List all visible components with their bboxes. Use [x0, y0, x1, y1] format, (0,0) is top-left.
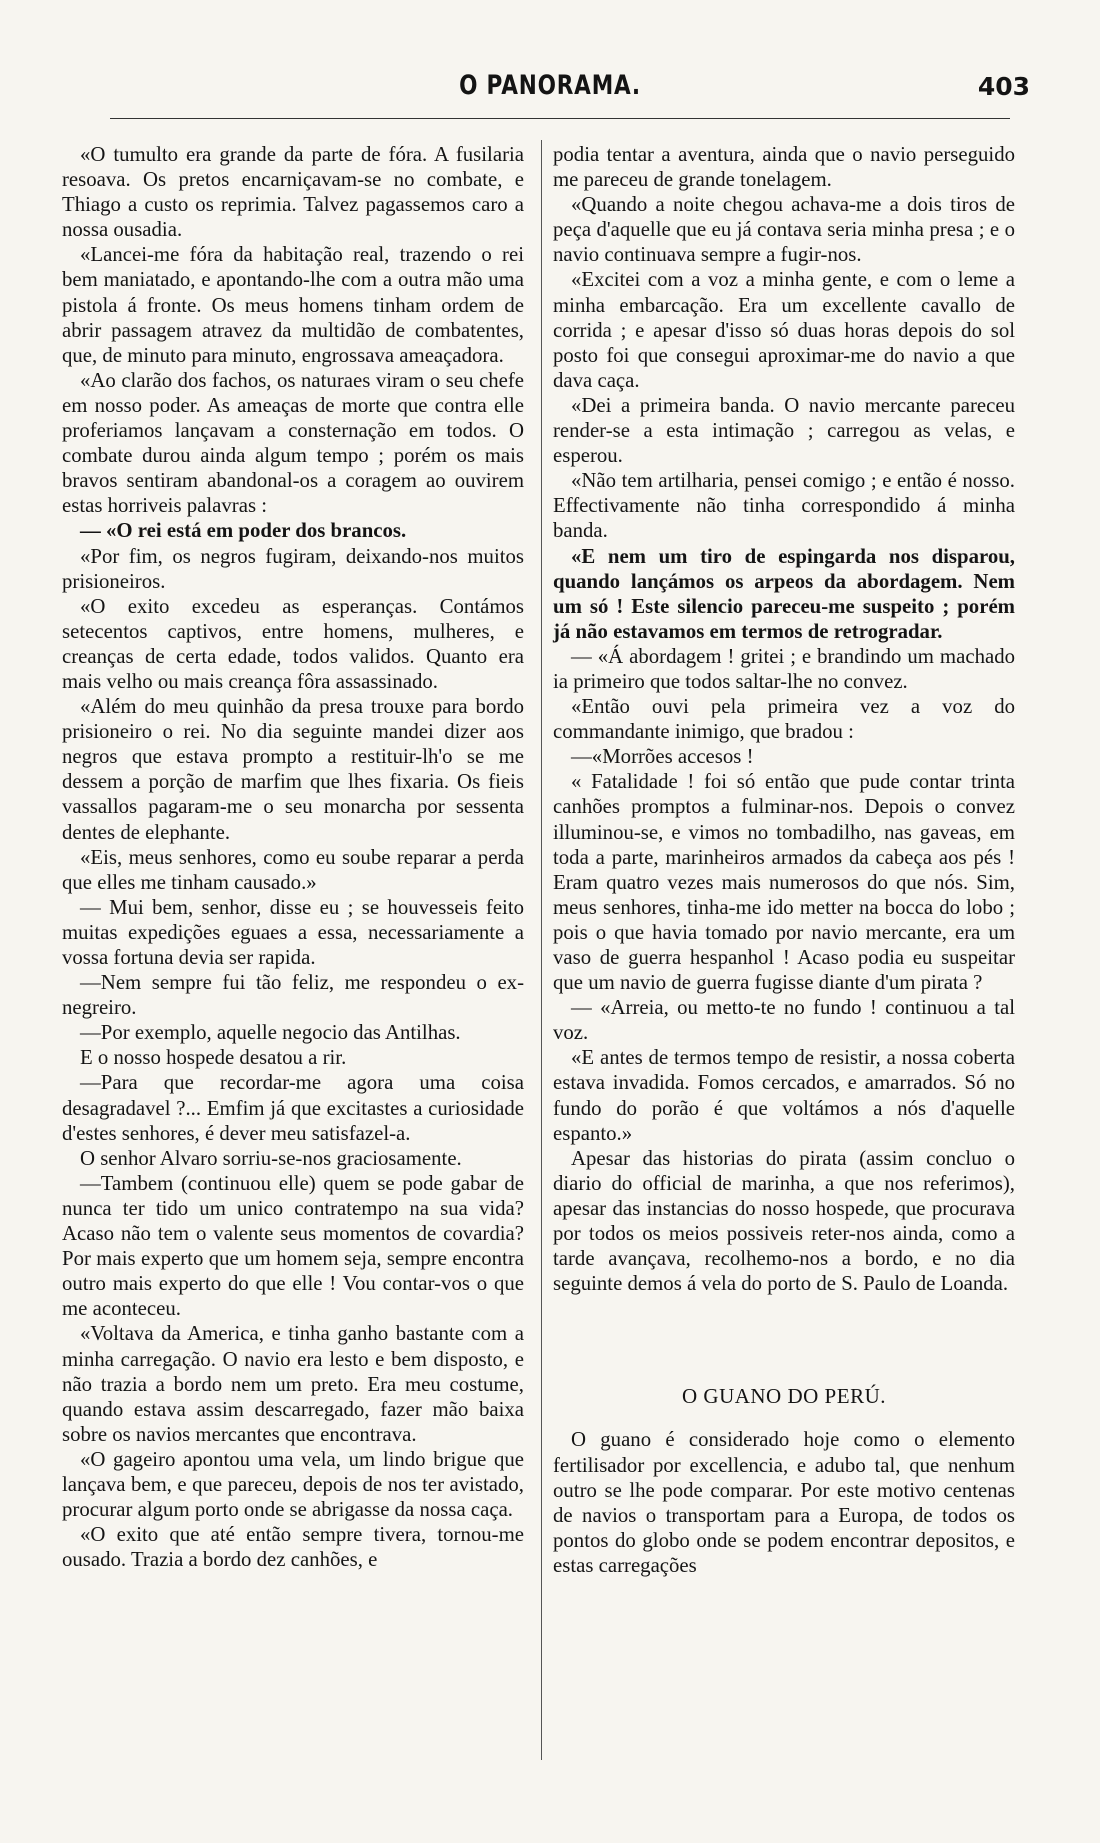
paragraph: «Voltava da America, e tinha ganho bastante com a minha carregação. O navio era lesto e bem disposto, e não trazia a bordo nem um preto. Era meu costume, quando estava assim descarregado, fazer mão baixa sobre os navios mercantes que encontrava.	[62, 1322, 524, 1446]
paragraph: —Para que recordar-me agora uma coisa desagradavel ?... Emfim já que excitastes a curiosidade d'estes senhores, é dever meu satisfazel-a.	[62, 1071, 524, 1145]
header-rule	[110, 118, 1010, 119]
paragraph: «Não tem artilharia, pensei comigo ; e então é nosso. Effectivamente não tinha correspondido á minha banda.	[553, 469, 1015, 543]
paragraph: —Tambem (continuou elle) quem se pode gabar de nunca ter tido um unico contratempo na sua vida? Acaso não tem o valente seus momentos de covardia? Por mais experto que um homem seja, sempre encontra outro mais experto do que elle ! Vou contar-vos o que me aconteceu.	[62, 1171, 524, 1321]
paragraph: « Fatalidade ! foi só então que pude contar trinta canhões promptos a fulminar-nos. Depois o convez illuminou-se, e vimos no tombadilho, nas gaveas, em toda a parte, marinheiros armados da cabeça aos pés ! Eram quatro vezes mais numerosos do que nós. Sim, meus senhores, tinha-me ido metter na bocca do lobo ; pois o que havia tomado por navio mercante, era um vaso de guerra hespanhol ! Acaso podia eu suspeitar que um navio de guerra fugisse diante d'um pirata ?	[553, 770, 1015, 995]
paragraph: «O exito excedeu as esperanças. Contámos setecentos captivos, entre homens, mulheres, e creanças de certa edade, todos validos. Quanto era mais velho ou mais creança fôra assassinado.	[62, 594, 524, 693]
paragraph: podia tentar a aventura, ainda que o navio perseguido me pareceu de grande tonelagem.	[553, 143, 1015, 192]
section-title: O GUANO DO PERÚ.	[681, 1384, 886, 1409]
paragraph: O senhor Alvaro sorriu-se-nos graciosamente.	[80, 1146, 462, 1170]
paragraph: —«Morrões accesos !	[571, 745, 754, 769]
paragraph: «O exito que até então sempre tivera, tornou-me ousado. Trazia a bordo dez canhões, e	[62, 1523, 524, 1572]
page-number: 403	[977, 72, 1030, 101]
paragraph: — «Arreia, ou metto-te no fundo ! continuou a tal voz.	[553, 996, 1015, 1045]
page-title: O PANORAMA.	[459, 70, 641, 101]
paragraph: «Dei a primeira banda. O navio mercante pareceu render-se a esta intimação ; carregou as velas, e esperou.	[553, 393, 1015, 468]
paragraph: «Ao clarão dos fachos, os naturaes viram o seu chefe em nosso poder. As ameaças de morte que contra elle proferiamos lançavam a consternação em todos. O combate durou ainda algum tempo ; porém os mais bravos sentiram abandonal-os a coragem ao ouvirem estas horriveis palavras :	[62, 368, 524, 518]
paragraph: Apesar das historias do pirata (assim concluo o diario do official de marinha, a que nos referimos), apesar das instancias do nosso hospede, que procurava por todos os meios possiveis reter-nos ainda, como a tarde avançava, recolhemo-nos a bordo, e no dia seguinte demos á vela do porto de S. Paulo de Loanda.	[553, 1146, 1015, 1296]
paragraph: E o nosso hospede desatou a rir.	[80, 1046, 347, 1070]
paragraph: — Mui bem, senhor, disse eu ; se houvesseis feito muitas expedições eguaes a essa, necessariamente a vossa fortuna devia ser rapida.	[62, 895, 524, 969]
left-column	[62, 142, 524, 1572]
paragraph: «E antes de termos tempo de resistir, a nossa coberta estava invadida. Fomos cercados, e amarrados. Só no fundo do porão é que voltámos a nós d'aquelle espanto.»	[553, 1046, 1015, 1145]
paragraph: «E nem um tiro de espingarda nos disparou, quando lançámos os arpeos da abordagem. Nem um só ! Este silencio pareceu-me suspeito ; porém já não estavamos em termos de retrogradar.	[553, 544, 1015, 643]
section-paragraph: O guano é considerado hoje como o elemento fertilisador por excellencia, e adubo tal, que nenhum outro se lhe pode comparar. Por este motivo centenas de navios o transportam para a Europa, de todos os pontos do globo onde se podem encontrar depositos, e estas carregações	[553, 1428, 1015, 1577]
paragraph: «Além do meu quinhão da presa trouxe para bordo prisioneiro o rei. No dia seguinte mandei dizer aos negros que estava prompto a restituir-lh'o se me dessem a porção de marfim que lhes fixaria. Os fieis vassallos pagaram-me o seu monarcha por sessenta dentes de elephante.	[62, 695, 524, 844]
right-column	[553, 142, 1015, 1578]
paragraph: — «Á abordagem ! gritei ; e brandindo um machado ia primeiro que todos saltar-lhe no convez.	[553, 644, 1015, 693]
paragraph: «Então ouvi pela primeira vez a voz do commandante inimigo, que bradou :	[553, 695, 1015, 744]
paragraph: «Lancei-me fóra da habitação real, trazendo o rei bem maniatado, e apontando-lhe com a outra mão uma pistola á fronte. Os meus homens tinham ordem de abrir passagem atravez da multidão de combatentes, que, de minuto para minuto, engrossava ameaçadora.	[62, 243, 524, 367]
paragraph: «O tumulto era grande da parte de fóra. A fusilaria resoava. Os pretos encarniçavam-se no combate, e Thiago a custo os reprimia. Talvez pagassemos caro a nossa ousadia.	[62, 143, 524, 242]
page-header	[40, 70, 1060, 120]
paragraph: «Eis, meus senhores, como eu soube reparar a perda que elles me tinham causado.»	[62, 845, 524, 894]
paragraph: «Excitei com a voz a minha gente, e com o leme a minha embarcação. Era um excellente cavallo de corrida ; e apesar d'isso só duas horas depois do sol posto foi que consegui aproximar-me do navio a que dava caça.	[553, 268, 1015, 392]
column-divider	[541, 140, 542, 1760]
paragraph: «O gageiro apontou uma vela, um lindo brigue que lançava bem, e que pareceu, depois de nos ter avistado, procurar algum porto onde se abrigasse da nossa caça.	[62, 1447, 524, 1522]
paragraph: —Por exemplo, aquelle negocio das Antilhas.	[80, 1021, 461, 1045]
paragraph: — «O rei está em poder dos brancos.	[80, 519, 407, 543]
paragraph: —Nem sempre fui tão feliz, me respondeu o ex-negreiro.	[62, 971, 524, 1020]
paragraph: «Quando a noite chegou achava-me a dois tiros de peça d'aquelle que eu já contava seria minha presa ; e o navio continuava sempre a fugir-nos.	[553, 193, 1015, 267]
paragraph: «Por fim, os negros fugiram, deixando-nos muitos prisioneiros.	[62, 544, 524, 593]
